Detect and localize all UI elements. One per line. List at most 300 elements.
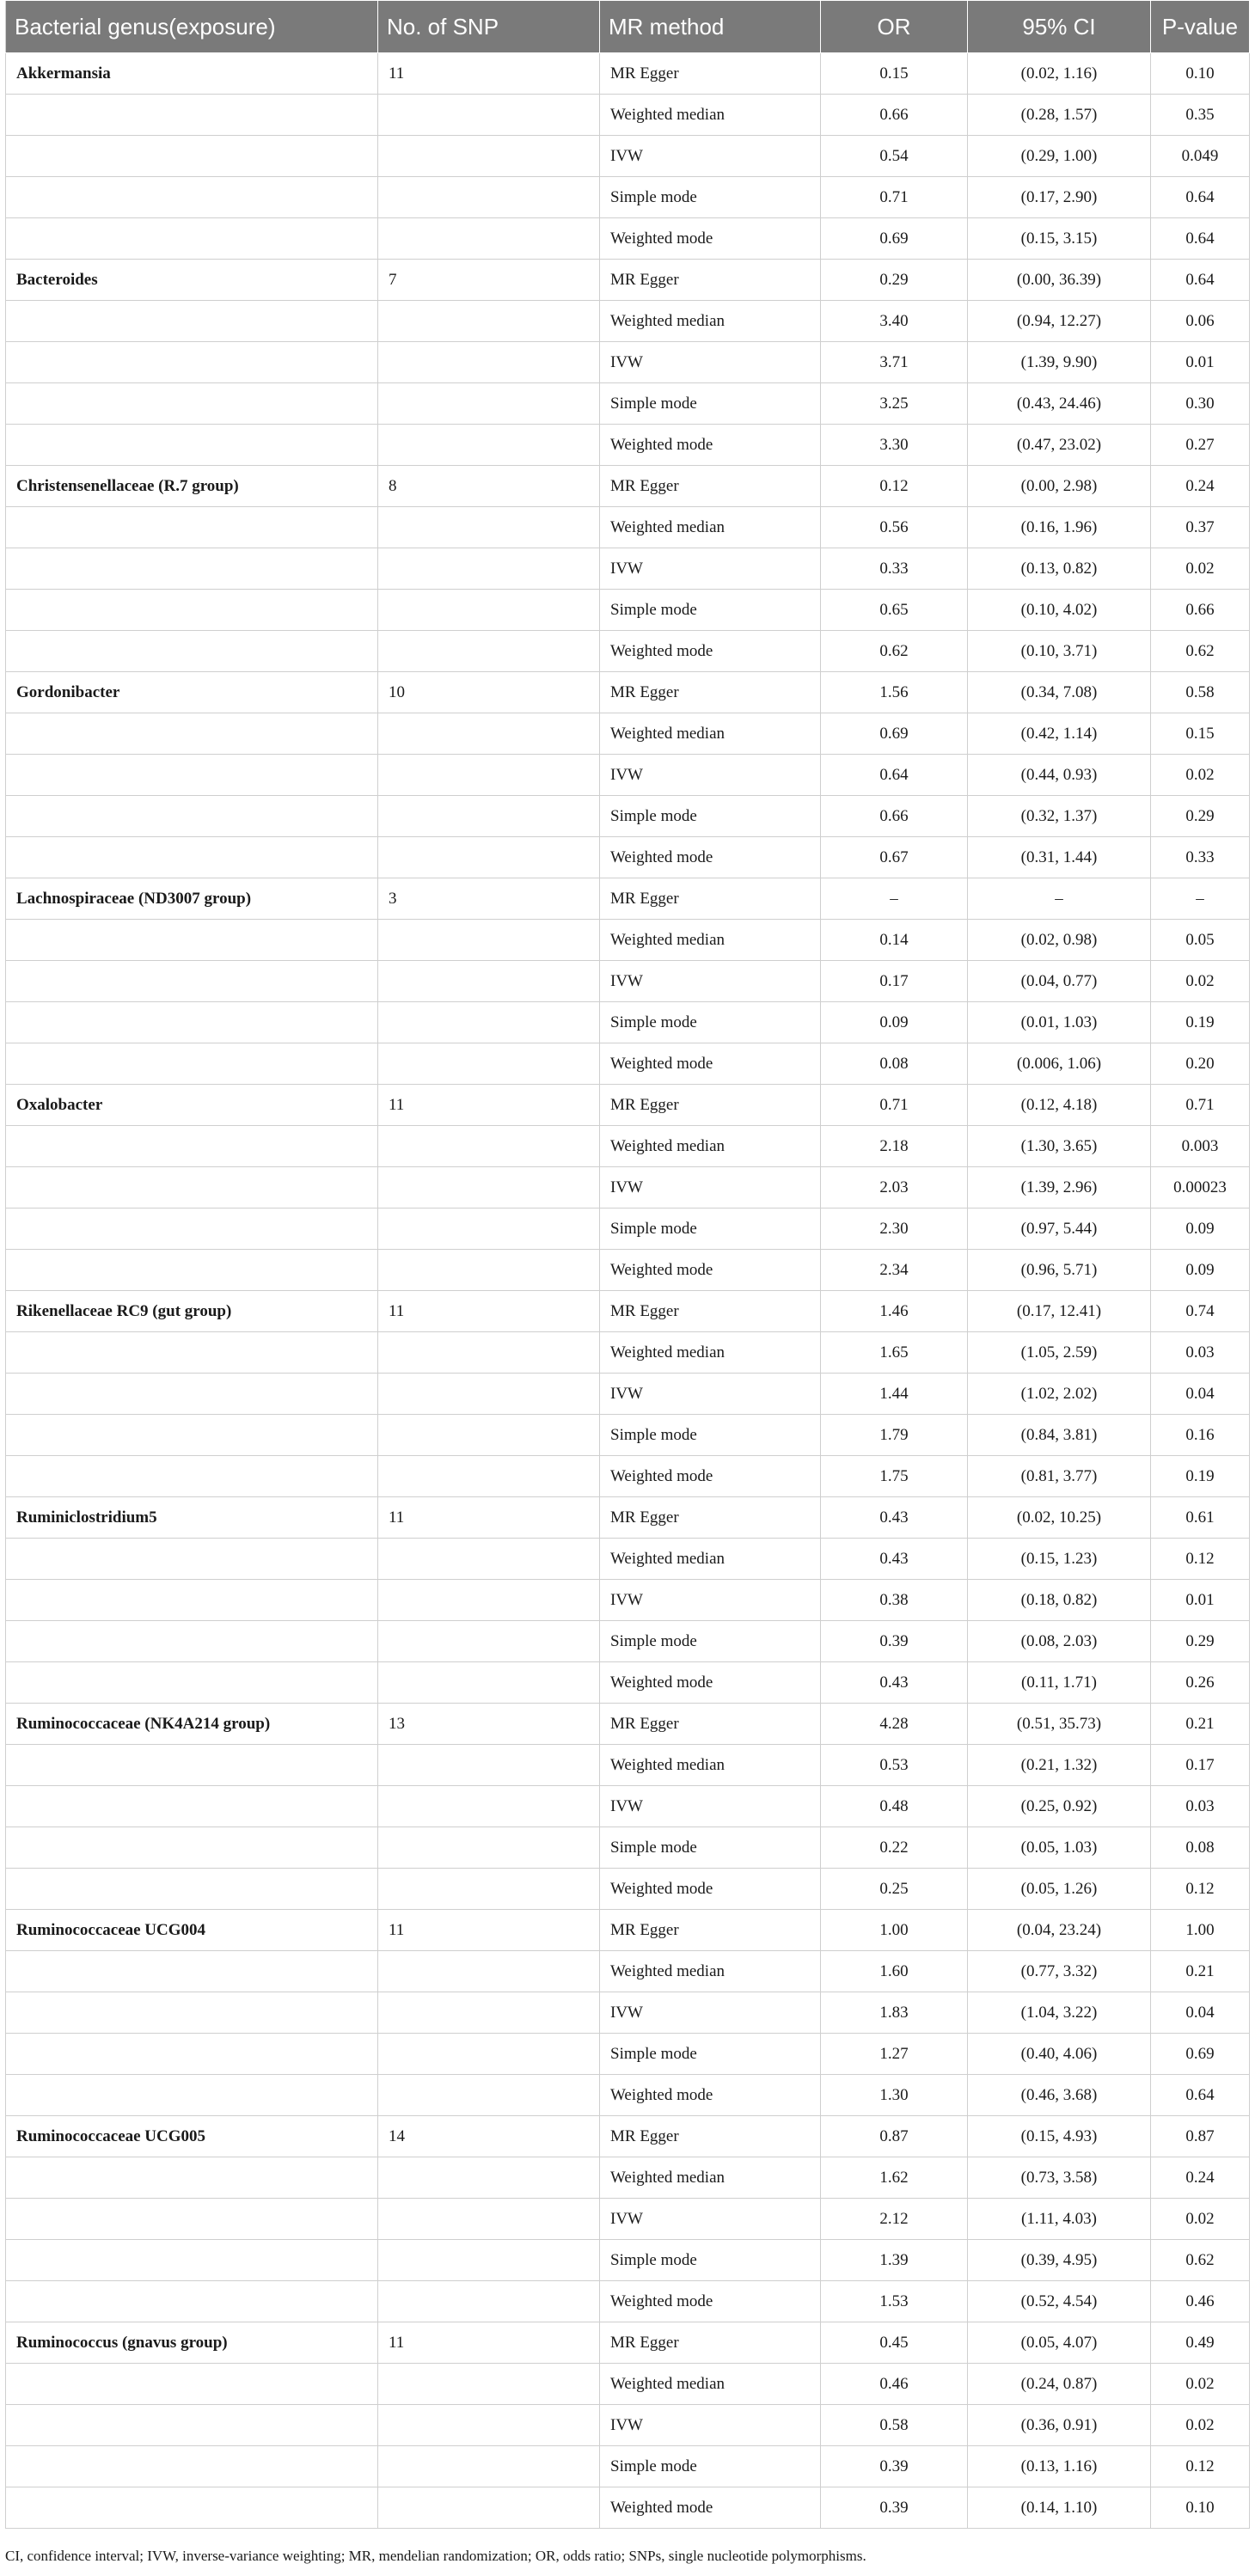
cell-snp-count: 7 bbox=[378, 260, 600, 301]
cell-snp-count bbox=[378, 2240, 600, 2281]
cell-or: 0.14 bbox=[821, 920, 968, 961]
cell-mr-method: IVW bbox=[600, 1580, 821, 1621]
cell-mr-method: Weighted mode bbox=[600, 2075, 821, 2116]
table-row bbox=[6, 2281, 1250, 2322]
cell-p-value: 0.64 bbox=[1151, 177, 1250, 218]
cell-ci: (0.16, 1.96) bbox=[968, 507, 1151, 548]
cell-snp-count bbox=[378, 1043, 600, 1085]
table-row bbox=[6, 2487, 1250, 2529]
table-row bbox=[6, 2034, 1250, 2075]
table-row bbox=[6, 713, 1250, 755]
cell-p-value: 0.10 bbox=[1151, 53, 1250, 95]
cell-snp-count bbox=[378, 301, 600, 342]
cell-snp-count bbox=[378, 548, 600, 590]
cell-or: 1.46 bbox=[821, 1291, 968, 1332]
cell-snp-count bbox=[378, 2157, 600, 2199]
cell-or: 2.34 bbox=[821, 1250, 968, 1291]
header-ci: 95% CI bbox=[968, 1, 1151, 53]
cell-or: 0.66 bbox=[821, 796, 968, 837]
cell-genus bbox=[6, 920, 378, 961]
cell-genus bbox=[6, 2405, 378, 2446]
table-row bbox=[6, 878, 1250, 920]
cell-or: – bbox=[821, 878, 968, 920]
cell-mr-method: Weighted mode bbox=[600, 1456, 821, 1497]
cell-mr-method: IVW bbox=[600, 961, 821, 1002]
cell-ci: (0.02, 1.16) bbox=[968, 53, 1151, 95]
table-row bbox=[6, 383, 1250, 425]
cell-snp-count bbox=[378, 837, 600, 878]
cell-genus bbox=[6, 713, 378, 755]
header-snp-count: No. of SNP bbox=[378, 1, 600, 53]
cell-mr-method: Weighted median bbox=[600, 1539, 821, 1580]
cell-p-value: 0.03 bbox=[1151, 1332, 1250, 1374]
cell-or: 0.39 bbox=[821, 2487, 968, 2529]
cell-p-value: 0.01 bbox=[1151, 342, 1250, 383]
cell-or: 0.29 bbox=[821, 260, 968, 301]
cell-snp-count bbox=[378, 2364, 600, 2405]
cell-p-value: 0.003 bbox=[1151, 1126, 1250, 1167]
cell-p-value: 0.29 bbox=[1151, 1621, 1250, 1662]
cell-ci: (0.51, 35.73) bbox=[968, 1704, 1151, 1745]
cell-ci: (0.02, 10.25) bbox=[968, 1497, 1151, 1539]
cell-p-value: 0.02 bbox=[1151, 2405, 1250, 2446]
cell-snp-count bbox=[378, 920, 600, 961]
table-row bbox=[6, 1291, 1250, 1332]
cell-snp-count bbox=[378, 2446, 600, 2487]
cell-p-value: 0.02 bbox=[1151, 2199, 1250, 2240]
cell-ci: (0.97, 5.44) bbox=[968, 1208, 1151, 1250]
cell-snp-count bbox=[378, 2199, 600, 2240]
cell-snp-count bbox=[378, 1786, 600, 1827]
cell-ci: (0.39, 4.95) bbox=[968, 2240, 1151, 2281]
cell-mr-method: MR Egger bbox=[600, 878, 821, 920]
cell-snp-count bbox=[378, 1167, 600, 1208]
table-body bbox=[6, 53, 1250, 2529]
cell-snp-count: 11 bbox=[378, 1291, 600, 1332]
cell-mr-method: Weighted mode bbox=[600, 2487, 821, 2529]
cell-or: 0.71 bbox=[821, 177, 968, 218]
cell-p-value: 0.30 bbox=[1151, 383, 1250, 425]
cell-genus: Bacteroides bbox=[6, 260, 378, 301]
table-row bbox=[6, 961, 1250, 1002]
cell-ci: (0.52, 4.54) bbox=[968, 2281, 1151, 2322]
cell-p-value: 0.29 bbox=[1151, 796, 1250, 837]
table-row bbox=[6, 1002, 1250, 1043]
cell-p-value: 0.58 bbox=[1151, 672, 1250, 713]
table-row bbox=[6, 1085, 1250, 1126]
cell-ci: (0.96, 5.71) bbox=[968, 1250, 1151, 1291]
cell-or: 0.69 bbox=[821, 713, 968, 755]
cell-genus bbox=[6, 755, 378, 796]
table-row bbox=[6, 1043, 1250, 1085]
table-row bbox=[6, 466, 1250, 507]
cell-ci: (0.84, 3.81) bbox=[968, 1415, 1151, 1456]
cell-genus bbox=[6, 1745, 378, 1786]
cell-p-value: 0.09 bbox=[1151, 1250, 1250, 1291]
table-row bbox=[6, 1827, 1250, 1869]
cell-p-value: 0.12 bbox=[1151, 2446, 1250, 2487]
cell-or: 0.67 bbox=[821, 837, 968, 878]
cell-or: 0.62 bbox=[821, 631, 968, 672]
cell-ci: (0.94, 12.27) bbox=[968, 301, 1151, 342]
cell-mr-method: MR Egger bbox=[600, 2116, 821, 2157]
cell-genus bbox=[6, 218, 378, 260]
cell-mr-method: Weighted median bbox=[600, 2157, 821, 2199]
cell-snp-count bbox=[378, 2281, 600, 2322]
cell-snp-count bbox=[378, 1456, 600, 1497]
cell-mr-method: Weighted median bbox=[600, 1332, 821, 1374]
cell-snp-count bbox=[378, 1539, 600, 1580]
cell-genus bbox=[6, 1126, 378, 1167]
cell-genus: Ruminococcaceae (NK4A214 group) bbox=[6, 1704, 378, 1745]
cell-p-value: 0.03 bbox=[1151, 1786, 1250, 1827]
cell-genus bbox=[6, 177, 378, 218]
cell-p-value: 0.46 bbox=[1151, 2281, 1250, 2322]
cell-or: 0.09 bbox=[821, 1002, 968, 1043]
table-row bbox=[6, 1869, 1250, 1910]
cell-genus bbox=[6, 1951, 378, 1992]
cell-p-value: 0.24 bbox=[1151, 466, 1250, 507]
cell-mr-method: Simple mode bbox=[600, 796, 821, 837]
cell-p-value: 0.02 bbox=[1151, 961, 1250, 1002]
cell-ci: (0.28, 1.57) bbox=[968, 95, 1151, 136]
cell-snp-count bbox=[378, 1126, 600, 1167]
cell-genus bbox=[6, 1043, 378, 1085]
header-mr-method: MR method bbox=[600, 1, 821, 53]
cell-mr-method: IVW bbox=[600, 755, 821, 796]
cell-ci: (0.13, 0.82) bbox=[968, 548, 1151, 590]
cell-or: 1.62 bbox=[821, 2157, 968, 2199]
cell-p-value: 0.87 bbox=[1151, 2116, 1250, 2157]
cell-ci: (0.14, 1.10) bbox=[968, 2487, 1151, 2529]
mr-results-table bbox=[5, 0, 1250, 2529]
cell-genus bbox=[6, 507, 378, 548]
cell-p-value: 0.71 bbox=[1151, 1085, 1250, 1126]
table-row bbox=[6, 1539, 1250, 1580]
cell-p-value: 0.10 bbox=[1151, 2487, 1250, 2529]
cell-genus bbox=[6, 590, 378, 631]
cell-snp-count bbox=[378, 631, 600, 672]
cell-p-value: 0.37 bbox=[1151, 507, 1250, 548]
cell-or: 1.00 bbox=[821, 1910, 968, 1951]
cell-or: 3.40 bbox=[821, 301, 968, 342]
cell-or: 1.65 bbox=[821, 1332, 968, 1374]
cell-genus bbox=[6, 1786, 378, 1827]
table-row bbox=[6, 1786, 1250, 1827]
cell-genus bbox=[6, 1580, 378, 1621]
table-row bbox=[6, 590, 1250, 631]
table-row bbox=[6, 218, 1250, 260]
cell-ci: (0.00, 2.98) bbox=[968, 466, 1151, 507]
cell-snp-count: 10 bbox=[378, 672, 600, 713]
table-row bbox=[6, 796, 1250, 837]
cell-genus bbox=[6, 95, 378, 136]
cell-mr-method: Simple mode bbox=[600, 2446, 821, 2487]
cell-snp-count bbox=[378, 425, 600, 466]
cell-p-value: 0.61 bbox=[1151, 1497, 1250, 1539]
cell-ci: (0.73, 3.58) bbox=[968, 2157, 1151, 2199]
cell-mr-method: Weighted median bbox=[600, 1126, 821, 1167]
cell-or: 1.79 bbox=[821, 1415, 968, 1456]
cell-snp-count bbox=[378, 507, 600, 548]
cell-snp-count bbox=[378, 95, 600, 136]
cell-or: 2.12 bbox=[821, 2199, 968, 2240]
cell-snp-count bbox=[378, 177, 600, 218]
cell-snp-count: 3 bbox=[378, 878, 600, 920]
cell-or: 0.08 bbox=[821, 1043, 968, 1085]
cell-genus bbox=[6, 1208, 378, 1250]
table-row bbox=[6, 2075, 1250, 2116]
cell-p-value: 0.05 bbox=[1151, 920, 1250, 961]
table-row bbox=[6, 1497, 1250, 1539]
table-row bbox=[6, 1662, 1250, 1704]
cell-p-value: 0.49 bbox=[1151, 2322, 1250, 2364]
cell-or: 0.15 bbox=[821, 53, 968, 95]
table-row bbox=[6, 1415, 1250, 1456]
cell-snp-count bbox=[378, 1208, 600, 1250]
cell-p-value: 0.02 bbox=[1151, 755, 1250, 796]
cell-mr-method: Simple mode bbox=[600, 1827, 821, 1869]
cell-mr-method: Simple mode bbox=[600, 2240, 821, 2281]
cell-ci: (0.05, 1.03) bbox=[968, 1827, 1151, 1869]
cell-ci: (0.10, 3.71) bbox=[968, 631, 1151, 672]
cell-snp-count bbox=[378, 1580, 600, 1621]
cell-snp-count bbox=[378, 1662, 600, 1704]
cell-ci: (0.00, 36.39) bbox=[968, 260, 1151, 301]
cell-or: 3.25 bbox=[821, 383, 968, 425]
cell-ci: (1.05, 2.59) bbox=[968, 1332, 1151, 1374]
cell-p-value: 0.26 bbox=[1151, 1662, 1250, 1704]
cell-ci: (0.006, 1.06) bbox=[968, 1043, 1151, 1085]
cell-or: 1.39 bbox=[821, 2240, 968, 2281]
table-row bbox=[6, 425, 1250, 466]
cell-mr-method: MR Egger bbox=[600, 260, 821, 301]
cell-genus bbox=[6, 2240, 378, 2281]
cell-ci: (0.43, 24.46) bbox=[968, 383, 1151, 425]
cell-ci: (0.08, 2.03) bbox=[968, 1621, 1151, 1662]
cell-or: 0.43 bbox=[821, 1539, 968, 1580]
cell-genus bbox=[6, 1167, 378, 1208]
cell-genus bbox=[6, 2487, 378, 2529]
cell-mr-method: Simple mode bbox=[600, 1415, 821, 1456]
cell-mr-method: IVW bbox=[600, 1786, 821, 1827]
cell-genus bbox=[6, 2157, 378, 2199]
table-row bbox=[6, 1621, 1250, 1662]
cell-genus bbox=[6, 2364, 378, 2405]
table-row bbox=[6, 755, 1250, 796]
cell-or: 0.39 bbox=[821, 1621, 968, 1662]
cell-mr-method: Weighted median bbox=[600, 301, 821, 342]
table-row bbox=[6, 301, 1250, 342]
table-row bbox=[6, 2405, 1250, 2446]
cell-or: 0.25 bbox=[821, 1869, 968, 1910]
cell-mr-method: MR Egger bbox=[600, 1910, 821, 1951]
cell-genus: Gordonibacter bbox=[6, 672, 378, 713]
cell-mr-method: Weighted median bbox=[600, 713, 821, 755]
table-row bbox=[6, 2446, 1250, 2487]
cell-p-value: 0.62 bbox=[1151, 631, 1250, 672]
cell-or: 2.30 bbox=[821, 1208, 968, 1250]
cell-p-value: 0.21 bbox=[1151, 1951, 1250, 1992]
cell-or: 0.33 bbox=[821, 548, 968, 590]
cell-or: 0.46 bbox=[821, 2364, 968, 2405]
cell-genus bbox=[6, 342, 378, 383]
cell-genus: Christensenellaceae (R.7 group) bbox=[6, 466, 378, 507]
table-row bbox=[6, 2322, 1250, 2364]
cell-snp-count: 13 bbox=[378, 1704, 600, 1745]
cell-p-value: 0.04 bbox=[1151, 1374, 1250, 1415]
cell-p-value: 0.12 bbox=[1151, 1869, 1250, 1910]
cell-genus bbox=[6, 837, 378, 878]
table-row bbox=[6, 631, 1250, 672]
table-row bbox=[6, 1250, 1250, 1291]
cell-genus bbox=[6, 1456, 378, 1497]
cell-mr-method: MR Egger bbox=[600, 2322, 821, 2364]
cell-snp-count: 11 bbox=[378, 1085, 600, 1126]
cell-ci: (0.12, 4.18) bbox=[968, 1085, 1151, 1126]
cell-or: 1.60 bbox=[821, 1951, 968, 1992]
cell-mr-method: Weighted mode bbox=[600, 425, 821, 466]
cell-p-value: 0.33 bbox=[1151, 837, 1250, 878]
cell-genus: Ruminococcaceae UCG004 bbox=[6, 1910, 378, 1951]
cell-genus bbox=[6, 383, 378, 425]
cell-genus bbox=[6, 136, 378, 177]
cell-ci: (0.04, 23.24) bbox=[968, 1910, 1151, 1951]
cell-ci: (0.11, 1.71) bbox=[968, 1662, 1151, 1704]
table-row bbox=[6, 95, 1250, 136]
cell-genus: Akkermansia bbox=[6, 53, 378, 95]
table-row bbox=[6, 2199, 1250, 2240]
cell-p-value: 0.12 bbox=[1151, 1539, 1250, 1580]
cell-snp-count bbox=[378, 1332, 600, 1374]
cell-ci: (0.36, 0.91) bbox=[968, 2405, 1151, 2446]
cell-genus: Lachnospiraceae (ND3007 group) bbox=[6, 878, 378, 920]
table-row bbox=[6, 1332, 1250, 1374]
table-row bbox=[6, 1745, 1250, 1786]
cell-mr-method: Weighted mode bbox=[600, 1250, 821, 1291]
cell-or: 0.65 bbox=[821, 590, 968, 631]
cell-genus bbox=[6, 1002, 378, 1043]
cell-p-value: 1.00 bbox=[1151, 1910, 1250, 1951]
cell-p-value: 0.049 bbox=[1151, 136, 1250, 177]
cell-snp-count bbox=[378, 342, 600, 383]
cell-ci: (0.15, 1.23) bbox=[968, 1539, 1151, 1580]
cell-or: 1.75 bbox=[821, 1456, 968, 1497]
cell-genus: Ruminococcaceae UCG005 bbox=[6, 2116, 378, 2157]
cell-p-value: 0.16 bbox=[1151, 1415, 1250, 1456]
cell-snp-count: 11 bbox=[378, 2322, 600, 2364]
cell-or: 0.48 bbox=[821, 1786, 968, 1827]
cell-p-value: 0.62 bbox=[1151, 2240, 1250, 2281]
cell-genus bbox=[6, 796, 378, 837]
cell-ci: (0.05, 4.07) bbox=[968, 2322, 1151, 2364]
cell-ci: (1.30, 3.65) bbox=[968, 1126, 1151, 1167]
cell-mr-method: MR Egger bbox=[600, 672, 821, 713]
cell-mr-method: IVW bbox=[600, 1374, 821, 1415]
cell-mr-method: Simple mode bbox=[600, 1621, 821, 1662]
cell-mr-method: Weighted median bbox=[600, 1951, 821, 1992]
table-row bbox=[6, 2157, 1250, 2199]
cell-or: 0.69 bbox=[821, 218, 968, 260]
cell-snp-count bbox=[378, 590, 600, 631]
table-row bbox=[6, 1374, 1250, 1415]
table-row bbox=[6, 548, 1250, 590]
cell-ci: (0.32, 1.37) bbox=[968, 796, 1151, 837]
cell-mr-method: IVW bbox=[600, 2199, 821, 2240]
table-row bbox=[6, 1704, 1250, 1745]
cell-ci: (1.02, 2.02) bbox=[968, 1374, 1151, 1415]
cell-genus bbox=[6, 1539, 378, 1580]
cell-genus bbox=[6, 631, 378, 672]
cell-mr-method: MR Egger bbox=[600, 53, 821, 95]
cell-mr-method: IVW bbox=[600, 1167, 821, 1208]
cell-or: 0.56 bbox=[821, 507, 968, 548]
cell-p-value: 0.20 bbox=[1151, 1043, 1250, 1085]
cell-ci: (0.46, 3.68) bbox=[968, 2075, 1151, 2116]
cell-or: 4.28 bbox=[821, 1704, 968, 1745]
cell-ci: (0.44, 0.93) bbox=[968, 755, 1151, 796]
table-row bbox=[6, 342, 1250, 383]
header-p-value: P-value bbox=[1151, 1, 1250, 53]
cell-or: 0.87 bbox=[821, 2116, 968, 2157]
cell-genus: Ruminiclostridium5 bbox=[6, 1497, 378, 1539]
cell-ci: (0.01, 1.03) bbox=[968, 1002, 1151, 1043]
cell-ci: (0.10, 4.02) bbox=[968, 590, 1151, 631]
cell-p-value: 0.17 bbox=[1151, 1745, 1250, 1786]
cell-or: 0.58 bbox=[821, 2405, 968, 2446]
cell-snp-count bbox=[378, 383, 600, 425]
table-row bbox=[6, 1951, 1250, 1992]
table-row bbox=[6, 53, 1250, 95]
table-row bbox=[6, 1910, 1250, 1951]
cell-mr-method: Weighted mode bbox=[600, 218, 821, 260]
cell-snp-count: 11 bbox=[378, 53, 600, 95]
cell-p-value: 0.66 bbox=[1151, 590, 1250, 631]
cell-mr-method: Weighted median bbox=[600, 920, 821, 961]
cell-snp-count bbox=[378, 1951, 600, 1992]
cell-snp-count bbox=[378, 2034, 600, 2075]
table-footnote: CI, confidence interval; IVW, inverse-variance weighting; MR, mendelian randomization; OR, odds ratio; SNPs, single nucleotide polymorphisms. bbox=[5, 2548, 866, 2564]
cell-ci: (0.47, 23.02) bbox=[968, 425, 1151, 466]
cell-p-value: 0.02 bbox=[1151, 2364, 1250, 2405]
cell-ci: (0.29, 1.00) bbox=[968, 136, 1151, 177]
cell-genus bbox=[6, 1250, 378, 1291]
cell-ci: (0.05, 1.26) bbox=[968, 1869, 1151, 1910]
header-row bbox=[6, 1, 1250, 53]
cell-genus bbox=[6, 1415, 378, 1456]
table-row bbox=[6, 1126, 1250, 1167]
cell-genus bbox=[6, 548, 378, 590]
cell-ci: (0.04, 0.77) bbox=[968, 961, 1151, 1002]
cell-p-value: 0.06 bbox=[1151, 301, 1250, 342]
cell-ci: (0.31, 1.44) bbox=[968, 837, 1151, 878]
cell-mr-method: IVW bbox=[600, 1992, 821, 2034]
header-or: OR bbox=[821, 1, 968, 53]
cell-p-value: 0.74 bbox=[1151, 1291, 1250, 1332]
cell-genus bbox=[6, 1374, 378, 1415]
cell-or: 0.64 bbox=[821, 755, 968, 796]
cell-mr-method: Simple mode bbox=[600, 1002, 821, 1043]
cell-mr-method: Simple mode bbox=[600, 2034, 821, 2075]
header-genus: Bacterial genus(exposure) bbox=[6, 1, 378, 53]
cell-or: 0.22 bbox=[821, 1827, 968, 1869]
cell-p-value: 0.24 bbox=[1151, 2157, 1250, 2199]
cell-or: 2.18 bbox=[821, 1126, 968, 1167]
cell-or: 0.54 bbox=[821, 136, 968, 177]
cell-genus bbox=[6, 1869, 378, 1910]
cell-or: 0.43 bbox=[821, 1497, 968, 1539]
cell-mr-method: MR Egger bbox=[600, 1085, 821, 1126]
